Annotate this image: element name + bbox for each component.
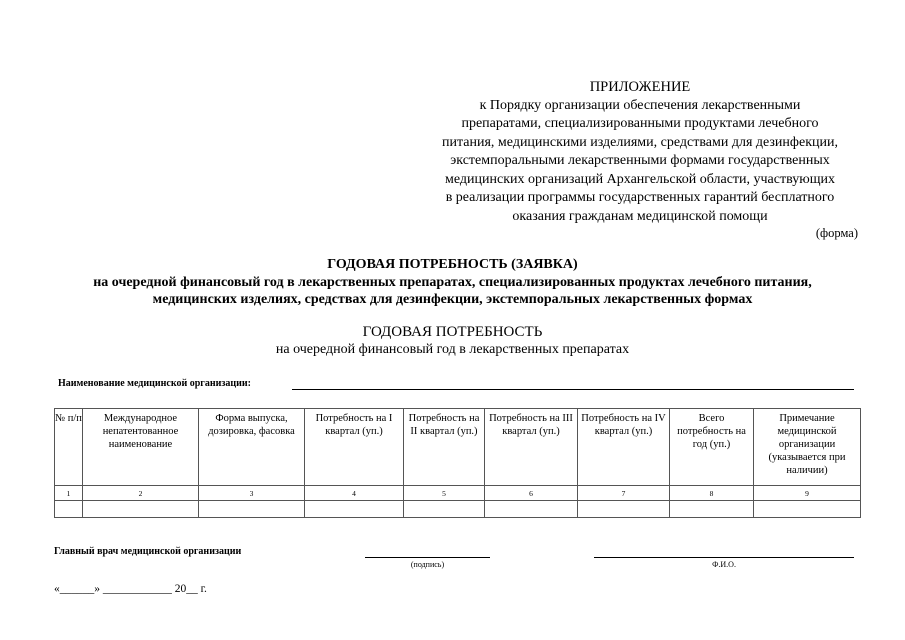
- table-cell[interactable]: [578, 501, 670, 518]
- column-number: 9: [754, 486, 861, 501]
- table-cell[interactable]: [305, 501, 404, 518]
- sub-title: [0, 324, 905, 358]
- appendix-block: [415, 78, 865, 226]
- column-number: 8: [670, 486, 754, 501]
- table-cell[interactable]: [83, 501, 199, 518]
- column-number-row: [55, 486, 861, 501]
- column-number: 7: [578, 486, 670, 501]
- column-number: 4: [305, 486, 404, 501]
- header-q3: Потребность на III квартал (уп.): [485, 409, 578, 486]
- header-form: Форма выпуска, дозировка, фасовка: [199, 409, 305, 486]
- column-number: 6: [485, 486, 578, 501]
- organization-field: [58, 378, 858, 392]
- appendix-line: оказания гражданам медицинской помощи: [512, 208, 768, 224]
- main-title-line: медицинских изделиях, средствах для дезинфекции, экстемпоральных лекарственных формах: [152, 292, 753, 307]
- appendix-title: ПРИЛОЖЕНИЕ: [589, 79, 691, 95]
- table-cell[interactable]: [404, 501, 485, 518]
- chief-doctor-label: Главный врач медицинской организации: [54, 546, 242, 557]
- fio-caption: Ф.И.О.: [712, 560, 736, 569]
- table-cell[interactable]: [754, 501, 861, 518]
- column-number: 1: [55, 486, 83, 501]
- appendix-line: к Порядку организации обеспечения лекарственными: [479, 97, 801, 113]
- column-number: 3: [199, 486, 305, 501]
- appendix-line: препаратами, специализированными продуктами лечебного: [461, 116, 819, 131]
- header-total: Всего потребность на год (уп.): [670, 409, 754, 486]
- table-cell[interactable]: [55, 501, 83, 518]
- appendix-line: в реализации программы государственных гарантий бесплатного: [445, 190, 835, 205]
- main-title-line: ГОДОВАЯ ПОТРЕБНОСТЬ (ЗАЯВКА): [327, 257, 578, 272]
- main-title-line: на очередной финансовый год в лекарственных препаратах, специализированных продуктах лечебного питания,: [93, 274, 812, 290]
- appendix-line: экстемпоральными лекарственными формами государственных: [450, 153, 830, 168]
- sub-title-line: ГОДОВАЯ ПОТРЕБНОСТЬ: [362, 324, 543, 340]
- fio-line[interactable]: [594, 557, 854, 558]
- appendix-line: питания, медицинскими изделиями, средствами для дезинфекции,: [442, 134, 838, 150]
- column-number: 2: [83, 486, 199, 501]
- signature-caption: (подпись): [410, 560, 445, 569]
- signature-block: [54, 546, 864, 576]
- organization-label: Наименование медицинской организации:: [58, 378, 251, 389]
- signature-line[interactable]: [365, 557, 490, 558]
- header-q2: Потребность на II квартал (уп.): [404, 409, 485, 486]
- appendix-line: медицинских организаций Архангельской области, участвующих: [445, 171, 835, 187]
- header-q4: Потребность на IV квартал (уп.): [578, 409, 670, 486]
- table-cell[interactable]: [670, 501, 754, 518]
- form-note: (форма): [815, 226, 858, 240]
- header-inn: Международное непатентованное наименование: [83, 409, 199, 486]
- requirements-table: [54, 408, 861, 518]
- table-cell[interactable]: [199, 501, 305, 518]
- column-number: 5: [404, 486, 485, 501]
- header-note: Примечание медицинской организации (указывается при наличии): [754, 409, 861, 486]
- header-number: № п/п: [55, 409, 83, 486]
- sub-title-line: на очередной финансовый год в лекарственных препаратах: [275, 342, 630, 357]
- header-q1: Потребность на I квартал (уп.): [305, 409, 404, 486]
- table-row: [55, 501, 861, 518]
- date-line: «______» ____________ 20__ г.: [54, 583, 207, 595]
- table-cell[interactable]: [485, 501, 578, 518]
- main-title: [0, 256, 905, 309]
- organization-input-line[interactable]: [292, 389, 854, 390]
- table-header-row: [55, 409, 861, 486]
